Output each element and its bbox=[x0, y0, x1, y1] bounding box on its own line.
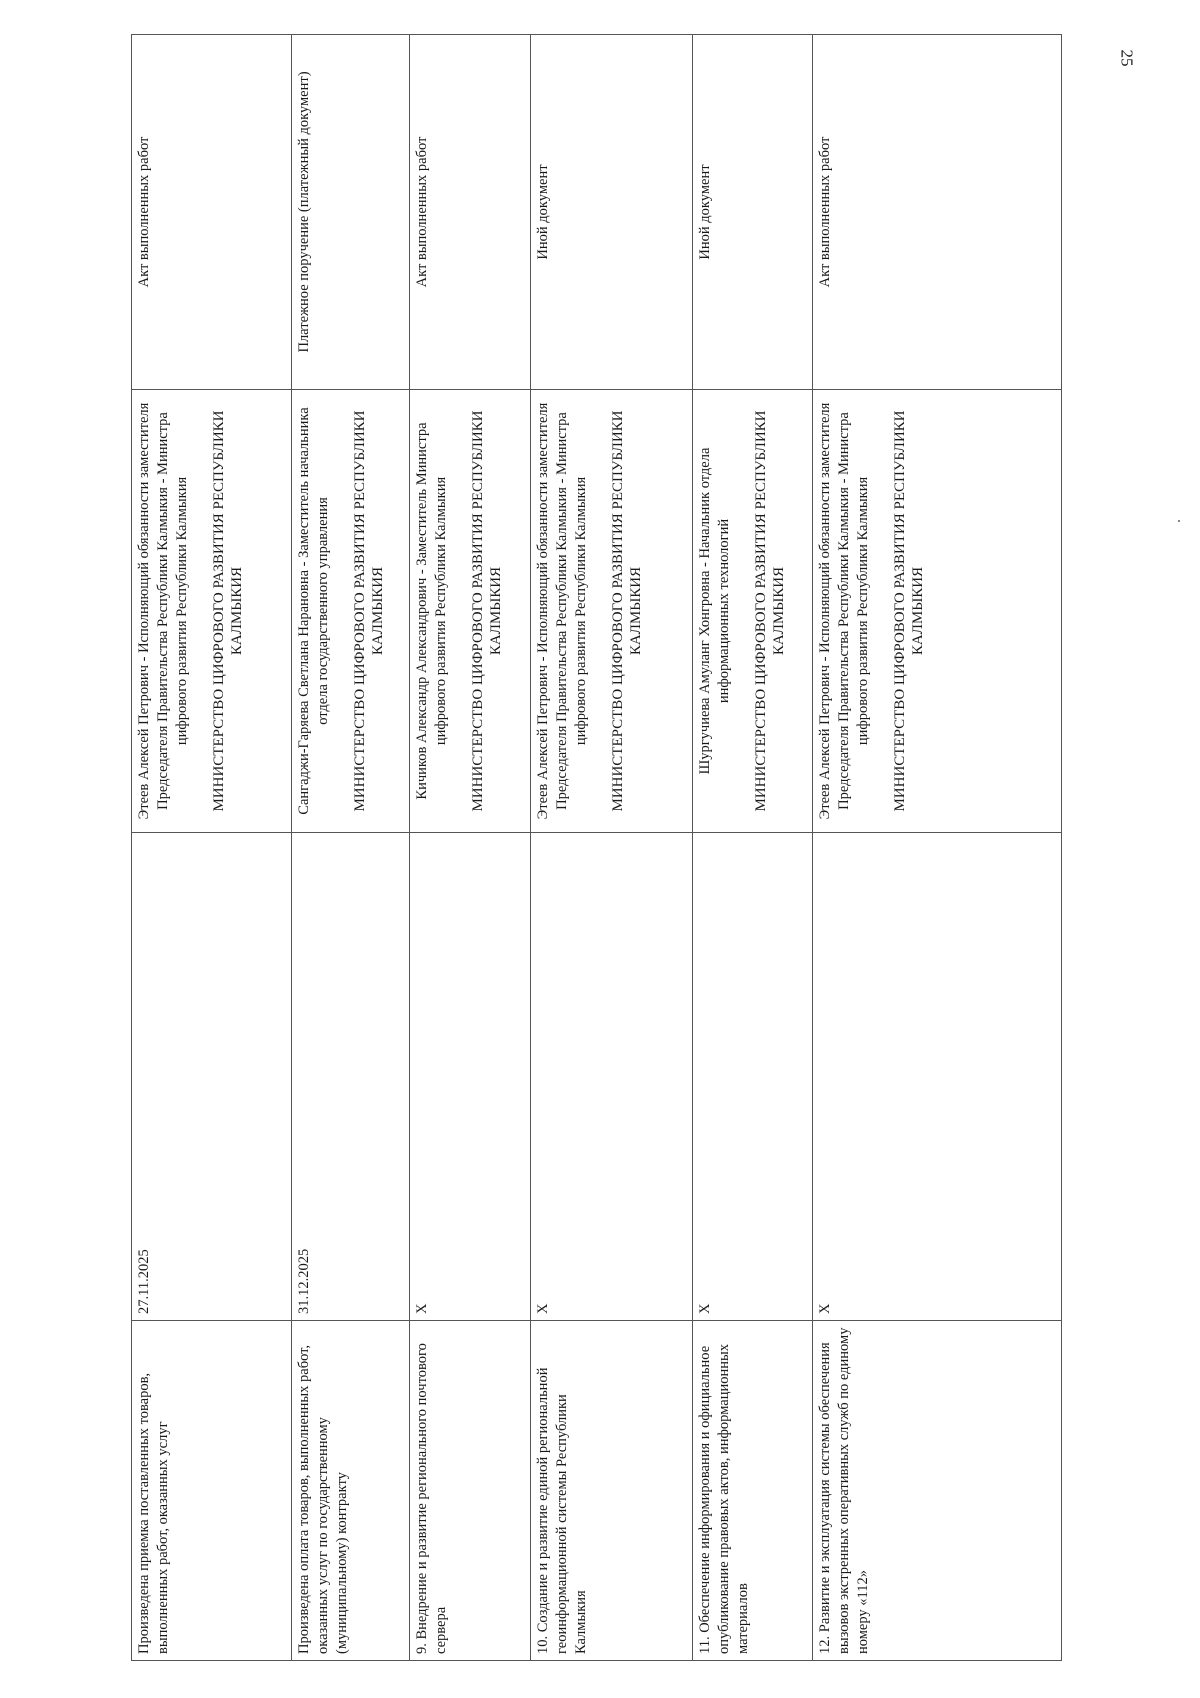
responsible-person: Кичиков Александр Александрович - Заместитель Министра цифрового развития Республики Калмыкия bbox=[414, 422, 449, 800]
event-cell: 9. Внедрение и развитие регионального почтового сервера bbox=[410, 1321, 531, 1661]
document-cell: Иной документ bbox=[693, 35, 813, 390]
date-cell: X bbox=[813, 833, 1062, 1321]
table-row bbox=[693, 35, 813, 1661]
event-cell: 10. Создание и развитие единой региональной геоинформационной системы Республики Калмыкия bbox=[531, 1321, 693, 1661]
document-cell: Акт выполненных работ bbox=[813, 35, 1062, 390]
date-cell: X bbox=[531, 833, 693, 1321]
event-cell: Произведена приемка поставленных товаров, выполненных работ, оказанных услуг bbox=[132, 1321, 292, 1661]
rotated-table-wrapper bbox=[131, 35, 1061, 1661]
table-row bbox=[813, 35, 1062, 1661]
ministry-name: МИНИСТЕРСТВО ЦИФРОВОГО РАЗВИТИЯ РЕСПУБЛИКИ КАЛМЫКИЯ bbox=[752, 410, 788, 812]
table-row bbox=[132, 35, 292, 1661]
responsible-person: Этеев Алексей Петрович - Исполняющий обязанности заместителя Председателя Правительства Республики Калмыкия - Министра цифрового развития Республики Калмыкия bbox=[817, 402, 871, 820]
responsible-person: Сангаджи-Гаряева Светлана Нарановна - Заместитель начальника отдела государственного управления bbox=[296, 407, 331, 815]
page-number: 25 bbox=[1117, 49, 1137, 67]
date-cell: X bbox=[693, 833, 813, 1321]
responsible-person: Шургучиева Амуланг Хонгровна - Начальник отдела информационных технологий bbox=[697, 447, 732, 775]
responsible-cell bbox=[693, 390, 813, 833]
ministry-name: МИНИСТЕРСТВО ЦИФРОВОГО РАЗВИТИЯ РЕСПУБЛИКИ КАЛМЫКИЯ bbox=[891, 410, 927, 812]
date-cell: X bbox=[410, 833, 531, 1321]
responsible-cell bbox=[292, 390, 410, 833]
event-cell: 12. Развитие и эксплуатация системы обеспечения вызовов экстренных оперативных служб по единому номеру «112» bbox=[813, 1321, 1062, 1661]
event-cell: Произведена оплата товаров, выполненных работ, оказанных услуг по государственному (муниципальному) контракту bbox=[292, 1321, 410, 1661]
responsible-person: Этеев Алексей Петрович - Исполняющий обязанности заместителя Председателя Правительства Республики Калмыкия - Министра цифрового развития Республики Калмыкия bbox=[136, 402, 190, 820]
ministry-name: МИНИСТЕРСТВО ЦИФРОВОГО РАЗВИТИЯ РЕСПУБЛИКИ КАЛМЫКИЯ bbox=[351, 410, 387, 812]
event-cell: 11. Обеспечение информирования и официальное опубликование правовых актов, информационных материалов bbox=[693, 1321, 813, 1661]
table-row bbox=[292, 35, 410, 1661]
responsible-cell bbox=[813, 390, 1062, 833]
table-row bbox=[410, 35, 531, 1661]
responsible-cell bbox=[531, 390, 693, 833]
table-row bbox=[531, 35, 693, 1661]
responsible-cell bbox=[132, 390, 292, 833]
document-cell: Акт выполненных работ bbox=[410, 35, 531, 390]
responsible-cell bbox=[410, 390, 531, 833]
ministry-name: МИНИСТЕРСТВО ЦИФРОВОГО РАЗВИТИЯ РЕСПУБЛИКИ КАЛМЫКИЯ bbox=[609, 410, 645, 812]
date-cell: 31.12.2025 bbox=[292, 833, 410, 1321]
ministry-name: МИНИСТЕРСТВО ЦИФРОВОГО РАЗВИТИЯ РЕСПУБЛИКИ КАЛМЫКИЯ bbox=[210, 410, 246, 812]
ministry-name: МИНИСТЕРСТВО ЦИФРОВОГО РАЗВИТИЯ РЕСПУБЛИКИ КАЛМЫКИЯ bbox=[469, 410, 505, 812]
responsible-person: Этеев Алексей Петрович - Исполняющий обязанности заместителя Председателя Правительства Республики Калмыкия - Министра цифрового развития Республики Калмыкия bbox=[535, 402, 589, 820]
document-cell: Иной документ bbox=[531, 35, 693, 390]
document-cell: Акт выполненных работ bbox=[132, 35, 292, 390]
document-cell: Платежное поручение (платежный документ) bbox=[292, 35, 410, 390]
scan-speck bbox=[1178, 520, 1180, 522]
date-cell: 27.11.2025 bbox=[132, 833, 292, 1321]
control-points-table bbox=[131, 34, 1062, 1661]
